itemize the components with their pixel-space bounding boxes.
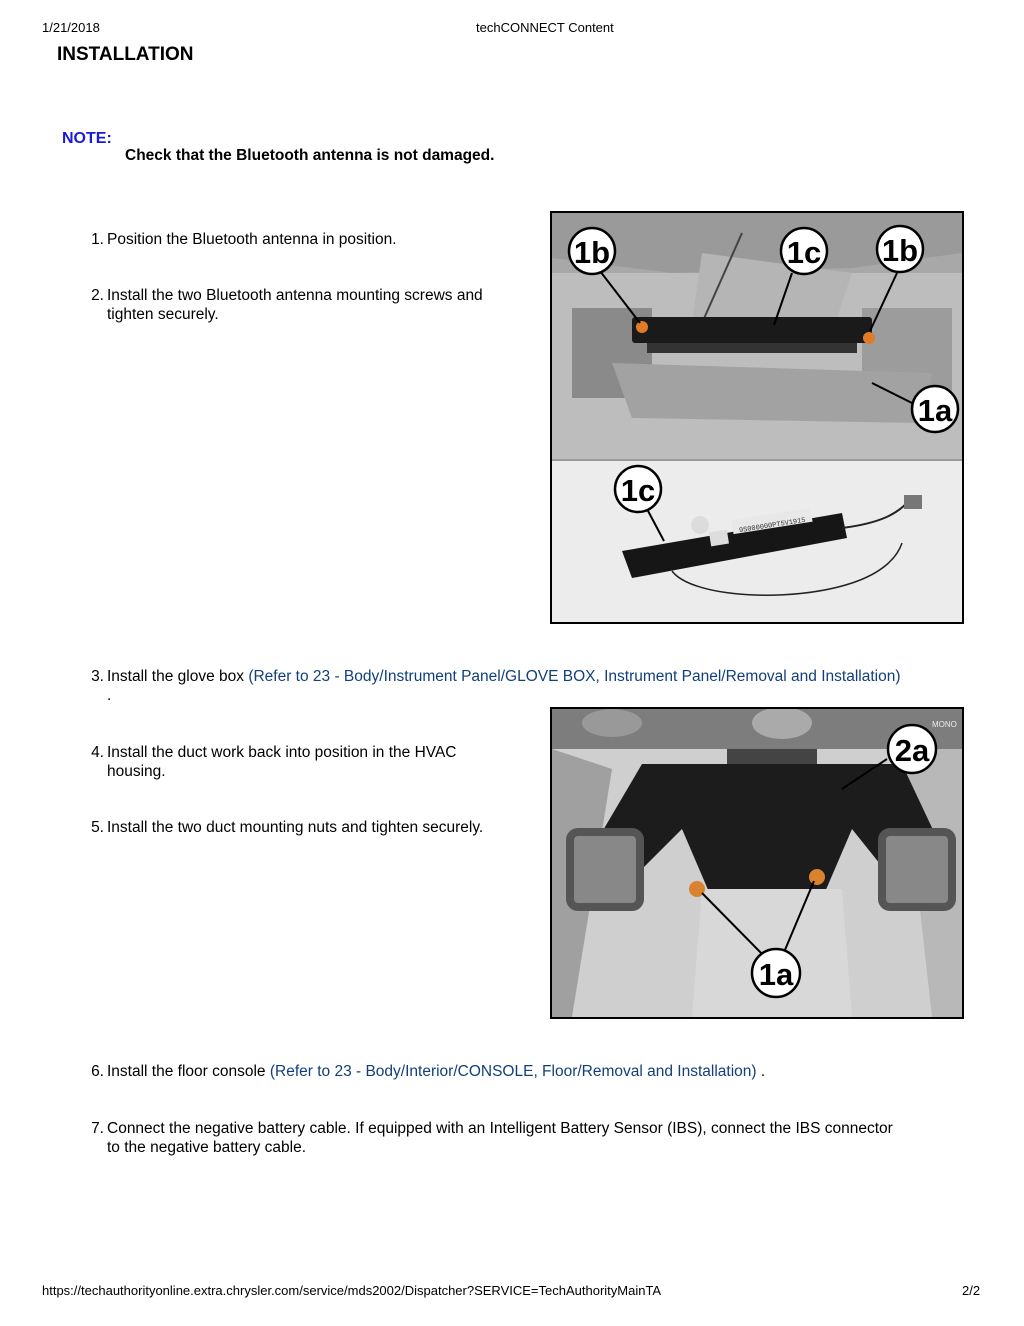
page-number: 2/2 bbox=[962, 1283, 981, 1298]
duct-outlet-right bbox=[882, 832, 952, 907]
glove-box-reference-link[interactable]: (Refer to 23 - Body/Instrument Panel/GLOVE BOX, Instrument Panel/Removal and Installation) bbox=[248, 668, 901, 685]
screw-marker bbox=[863, 332, 875, 344]
floor-console-reference-link[interactable]: (Refer to 23 - Body/Interior/CONSOLE, Floor/Removal and Installation) bbox=[269, 1063, 757, 1080]
step-text: Position the Bluetooth antenna in position. bbox=[107, 231, 397, 248]
footer-url: https://techauthorityonline.extra.chrysler.com/service/mds2002/Dispatcher?SERVICE=TechAuthorityMainTA bbox=[42, 1283, 662, 1298]
step-text-line-1: Install the duct work back into position in the HVAC bbox=[107, 744, 457, 761]
step-number: 5. bbox=[91, 819, 104, 836]
antenna-module bbox=[632, 317, 872, 343]
step-text-line-2: to the negative battery cable. bbox=[107, 1139, 307, 1156]
step-text-main: Install the glove box bbox=[107, 668, 249, 685]
note-label: NOTE: bbox=[62, 130, 112, 147]
step-number: 1. bbox=[91, 231, 104, 248]
callout-1c-top bbox=[781, 228, 827, 274]
screw-marker bbox=[636, 321, 648, 333]
svg-text:1c: 1c bbox=[620, 473, 656, 508]
step-text-end: . bbox=[756, 1063, 766, 1080]
svg-text:1b: 1b bbox=[573, 235, 611, 270]
callout-1c-bottom bbox=[615, 466, 661, 512]
svg-text:1c: 1c bbox=[786, 235, 822, 270]
svg-text:1b: 1b bbox=[881, 233, 919, 268]
svg-text:2a: 2a bbox=[894, 733, 930, 768]
print-date: 1/21/2018 bbox=[42, 20, 100, 35]
nut-marker bbox=[809, 869, 825, 885]
step-text-line-2: tighten securely. bbox=[107, 306, 219, 323]
callout-2a bbox=[888, 725, 936, 773]
callout-1b-right bbox=[877, 226, 923, 272]
step-number: 7. bbox=[91, 1120, 104, 1137]
step-number: 4. bbox=[91, 744, 104, 761]
bluetooth-antenna-figure bbox=[550, 211, 964, 624]
svg-text:9S000000PT5V1915: 9S000000PT5V1915 bbox=[738, 516, 807, 536]
step-text bbox=[107, 667, 901, 686]
hvac-duct-figure bbox=[550, 707, 964, 1019]
step-number: 3. bbox=[91, 668, 104, 685]
svg-text:MONO: MONO bbox=[932, 720, 957, 729]
callout-1a bbox=[752, 949, 800, 997]
step-text-line-1: Connect the negative battery cable. If equipped with an Intelligent Battery Sensor (IBS), connect the IBS connector bbox=[107, 1120, 893, 1137]
step-text-line-1: Install the two Bluetooth antenna mounting screws and bbox=[107, 287, 483, 304]
svg-text:1a: 1a bbox=[917, 393, 953, 428]
callout-1a bbox=[912, 386, 958, 432]
section-title: INSTALLATION bbox=[57, 44, 194, 65]
step-text: Install the two duct mounting nuts and tighten securely. bbox=[107, 819, 484, 836]
step-number: 6. bbox=[91, 1063, 104, 1080]
step-text bbox=[107, 1062, 765, 1081]
duct-outlet-left bbox=[570, 832, 640, 907]
step-text-main: Install the floor console bbox=[107, 1063, 270, 1080]
step-text-end: . bbox=[107, 687, 112, 704]
step-number: 2. bbox=[91, 287, 104, 304]
step-text-line-2: housing. bbox=[107, 763, 166, 780]
svg-text:1a: 1a bbox=[758, 957, 794, 992]
hvac-duct-illustration bbox=[552, 709, 962, 1017]
note-text: Check that the Bluetooth antenna is not damaged. bbox=[125, 147, 495, 164]
bluetooth-antenna-illustration bbox=[552, 213, 962, 622]
callout-1b-left bbox=[569, 228, 615, 274]
page-title: techCONNECT Content bbox=[476, 20, 614, 35]
